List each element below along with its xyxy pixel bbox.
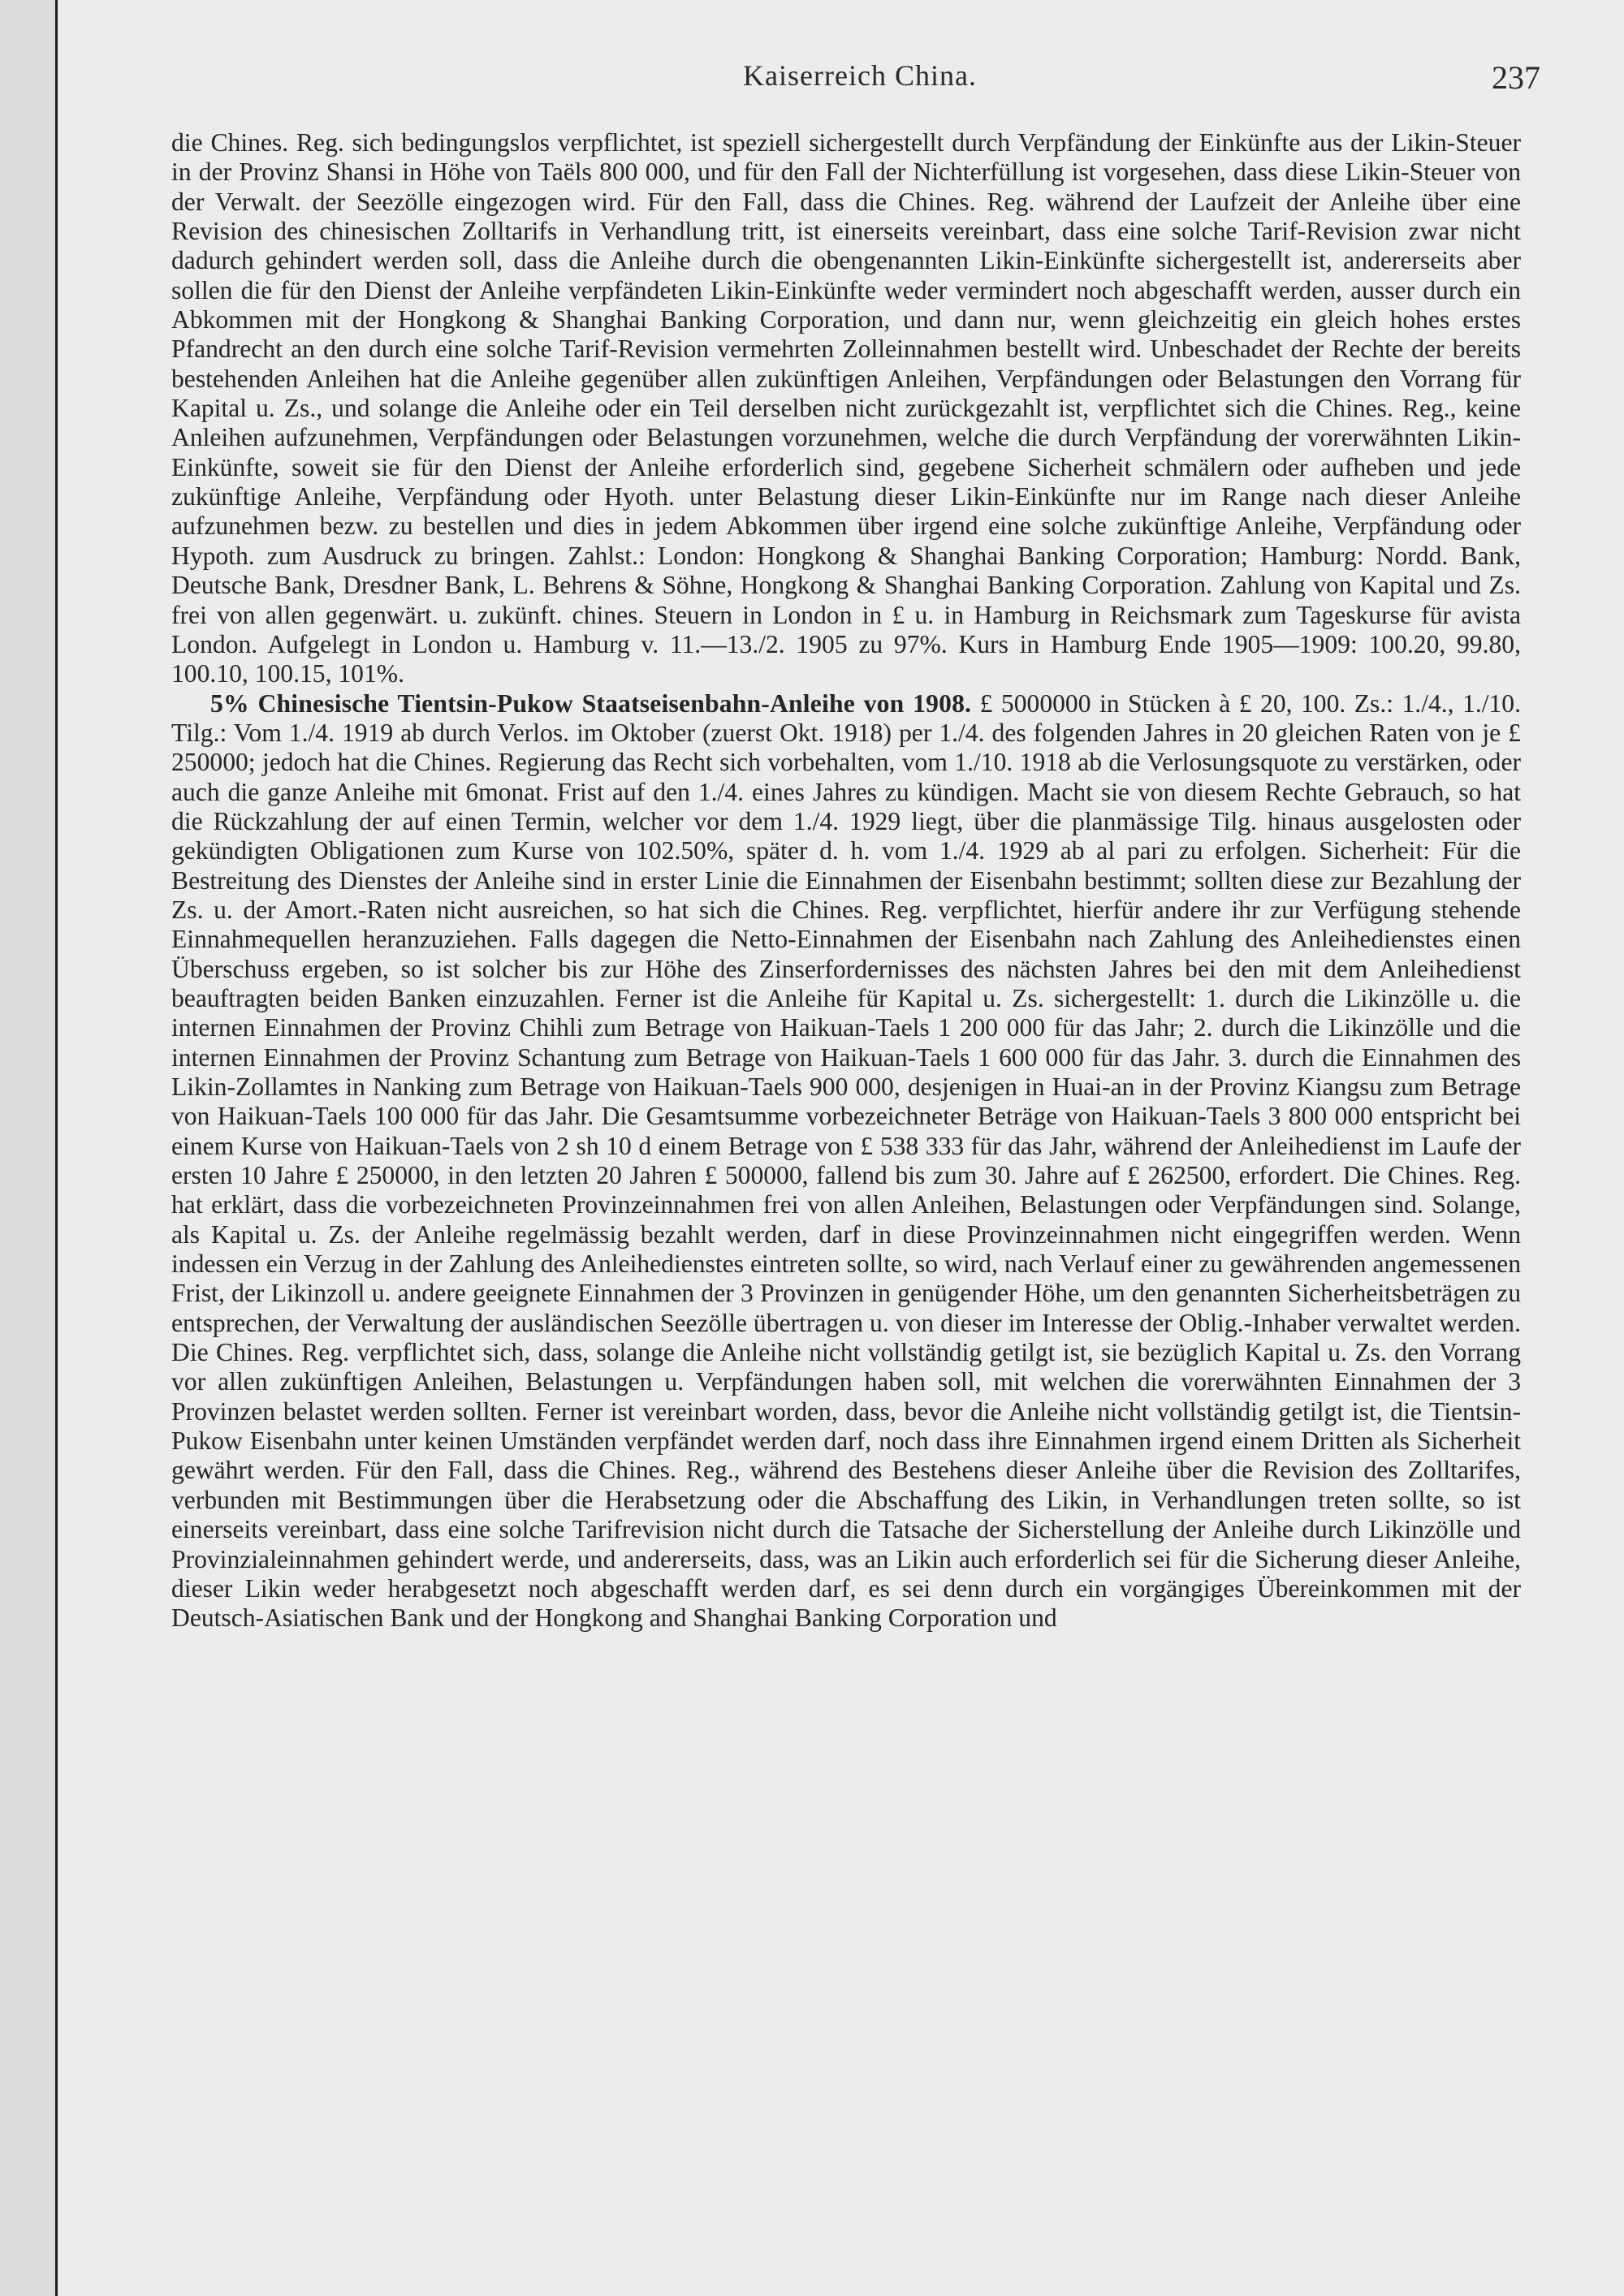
paragraph-shansi-loan-continued: die Chines. Reg. sich bedingungslos verpflichtet, ist speziell sichergestellt durch Verpfändung der Einkünfte aus der Likin-Steuer in der Provinz Shansi in Höhe von Taëls 800 000, und für den Fall der Nichterfüllung ist vorgesehen, dass diese Likin-Steuer von der Verwalt. der Seezölle eingezogen wird. Für den Fall, dass die Chines. Reg. während der Laufzeit der Anleihe über eine Revision des chinesischen Zolltarifs in Verhandlung tritt, ist einerseits vereinbart, dass eine solche Tarif-Revision zwar nicht dadurch gehindert werden soll, dass die Anleihe durch die obengenannten Likin-Einkünfte sichergestellt ist, andererseits aber sollen die für den Dienst der Anleihe verpfändeten Likin-Einkünfte weder vermindert noch abgeschafft werden, ausser durch ein Abkommen mit der Hongkong & Shanghai Banking Corporation, und dann nur, wenn gleichzeitig ein gleich hohes erstes Pfandrecht an den durch eine solche Tarif-Revision vermehrten Zolleinnahmen bestellt wird. Unbeschadet der Rechte der bereits bestehenden Anleihen hat die Anleihe gegenüber allen zukünftigen Anleihen, Verpfändungen oder Belastungen den Vorrang für Kapital u. Zs., und solange die Anleihe oder ein Teil derselben nicht zurückgezahlt ist, verpflichtet sich die Chines. Reg., keine Anleihen aufzunehmen, Verpfändungen oder Belastungen vorzunehmen, welche die durch Verpfändung der vorerwähnten Likin-Einkünfte, soweit sie für den Dienst der Anleihe erforderlich sind, gegebene Sicherheit schmälern oder aufheben und jede zukünftige Anleihe, Verpfändung oder Hyoth. unter Belastung dieser Likin-Einkünfte nur im Range nach dieser Anleihe aufzunehmen bezw. zu bestellen und dies in jedem Abkommen über irgend eine solche zukünftige Anleihe, Verpfändung oder Hypoth. zum Ausdruck zu bringen. Zahlst.: London: Hongkong & Shanghai Banking Corporation; Hamburg: Nordd. Bank, Deutsche Bank, Dresdner Bank, L. Behrens & Söhne, Hongkong & Shanghai Banking Corporation. Zahlung von Kapital und Zs. frei von allen gegenwärt. u. zukünft. chines. Steuern in London in £ u. in Hamburg in Reichsmark zum Tageskurse für avista London. Aufgelegt in London u. Hamburg v. 11.—13./2. 1905 zu 97%. Kurs in Hamburg Ende 1905—1909: 100.20, 99.80, 100.10, 100.15, 101%. [171,128,1521,688]
page-number: 237 [1492,59,1540,96]
running-title: Kaiserreich China. [743,59,977,92]
section-text: £ 5000000 in Stücken à £ 20, 100. Zs.: 1./4., 1./10. Tilg.: Vom 1./4. 1919 ab durch Verlos. im Oktober (zuerst Okt. 1918) per 1./4. des folgenden Jahres in 20 gleichen Raten von je £ 250000; jedoch hat die Chines. Regierung das Recht sich vorbehalten, vom 1./10. 1918 ab die Verlosungsquote zu verstärken, oder auch die ganze Anleihe mit 6monat. Frist auf den 1./4. eines Jahres zu kündigen. Macht sie von diesem Rechte Gebrauch, so hat die Rückzahlung der auf einen Termin, welcher vor dem 1./4. 1929 liegt, über die planmässige Tilg. hinaus ausgelosten oder gekündigten Obligationen zum Kurse von 102.50%, später d. h. vom 1./4. 1929 ab al pari zu erfolgen. Sicherheit: Für die Bestreitung des Dienstes der Anleihe sind in erster Linie die Einnahmen der Eisenbahn bestimmt; sollten diese zur Bezahlung der Zs. u. der Amort.-Raten nicht ausreichen, so hat sich die Chines. Reg. verpflichtet, hierfür andere ihr zur Verfügung stehende Einnahmequellen heranzuziehen. Falls dagegen die Netto-Einnahmen der Eisenbahn nach Zahlung des Anleihedienstes einen Überschuss ergeben, so ist solcher bis zur Höhe des Zinserfordernisses des nächsten Jahres bei den mit dem Anleihedienst beauftragten beiden Banken einzuzahlen. Ferner ist die Anleihe für Kapital u. Zs. sichergestellt: 1. durch die Likinzölle u. die internen Einnahmen der Provinz Chihli zum Betrage von Haikuan-Taels 1 200 000 für das Jahr; 2. durch die Likinzölle und die internen Einnahmen der Provinz Schantung zum Betrage von Haikuan-Taels 1 600 000 für das Jahr. 3. durch die Einnahmen des Likin-Zollamtes in Nanking zum Betrage von Haikuan-Taels 900 000, desjenigen in Huai-an in der Provinz Kiangsu zum Betrage von Haikuan-Taels 100 000 für das Jahr. Die Gesamtsumme vorbezeichneter Beträge von Haikuan-Taels 3 800 000 entspricht bei einem Kurse von Haikuan-Taels von 2 sh 10 d einem Betrage von £ 538 333 für das Jahr, während der Anleihedienst im Laufe der ersten 10 Jahre £ 250000, in den letzten 20 Jahren £ 500000, fallend bis zum 30. Jahre auf £ 262500, erfordert. Die Chines. Reg. hat erklärt, dass die vorbezeichneten Provinzeinnahmen frei von allen Anleihen, Belastungen oder Verpfändungen sind. Solange, als Kapital u. Zs. der Anleihe regelmässig bezahlt werden, darf in diese Provinzeinnahmen nicht eingegriffen werden. Wenn indessen ein Verzug in der Zahlung des Anleihedienstes eintreten sollte, so wird, nach Verlauf einer zu gewährenden angemessenen Frist, der Likinzoll u. andere geeignete Einnahmen der 3 Provinzen in genügender Höhe, um den genannten Sicherheitsbeträgen zu entsprechen, der Verwaltung der ausländischen Seezölle übertragen u. von dieser im Interesse der Oblig.-Inhaber verwaltet werden. Die Chines. Reg. verpflichtet sich, dass, solange die Anleihe nicht vollständig getilgt ist, sie bezüglich Kapital u. Zs. den Vorrang vor allen zukünftigen Anleihen, Belastungen u. Verpfändungen haben soll, mit welchen die vorerwähnten Einnahmen der 3 Provinzen belastet werden sollten. Ferner ist vereinbart worden, dass, bevor die Anleihe nicht vollständig getilgt ist, die Tientsin-Pukow Eisenbahn unter keinen Umständen verpfändet werden darf, noch dass ihre Einnahmen irgend einem Dritten als Sicherheit gewährt werden. Für den Fall, dass die Chines. Reg., während des Bestehens dieser Anleihe über die Revision des Zolltarifes, verbunden mit Bestimmungen über die Herabsetzung oder die Abschaffung des Likin, in Verhandlungen treten sollte, so ist einerseits vereinbart, dass eine solche Tarifrevision nicht durch die Tatsache der Sicherstellung der Anleihe durch Likinzölle und Provinzialeinnahmen gehindert werde, und andererseits, dass, was an Likin auch erforderlich sei für die Sicherung dieser Anleihe, dieser Likin weder herabgesetzt noch abgeschafft werden darf, es sei denn durch ein vorgängiges Übereinkommen mit der Deutsch-Asiatischen Bank und der Hongkong and Shanghai Banking Corporation und [171,688,1522,1633]
page-body [171,128,1521,1634]
book-page [55,0,1624,2296]
page-header [179,58,1540,101]
section-heading: 5% Chinesische Tientsin-Pukow Staatseisenbahn-Anleihe von 1908. [210,688,972,718]
paragraph-tientsin-pukow-loan [171,689,1521,1634]
